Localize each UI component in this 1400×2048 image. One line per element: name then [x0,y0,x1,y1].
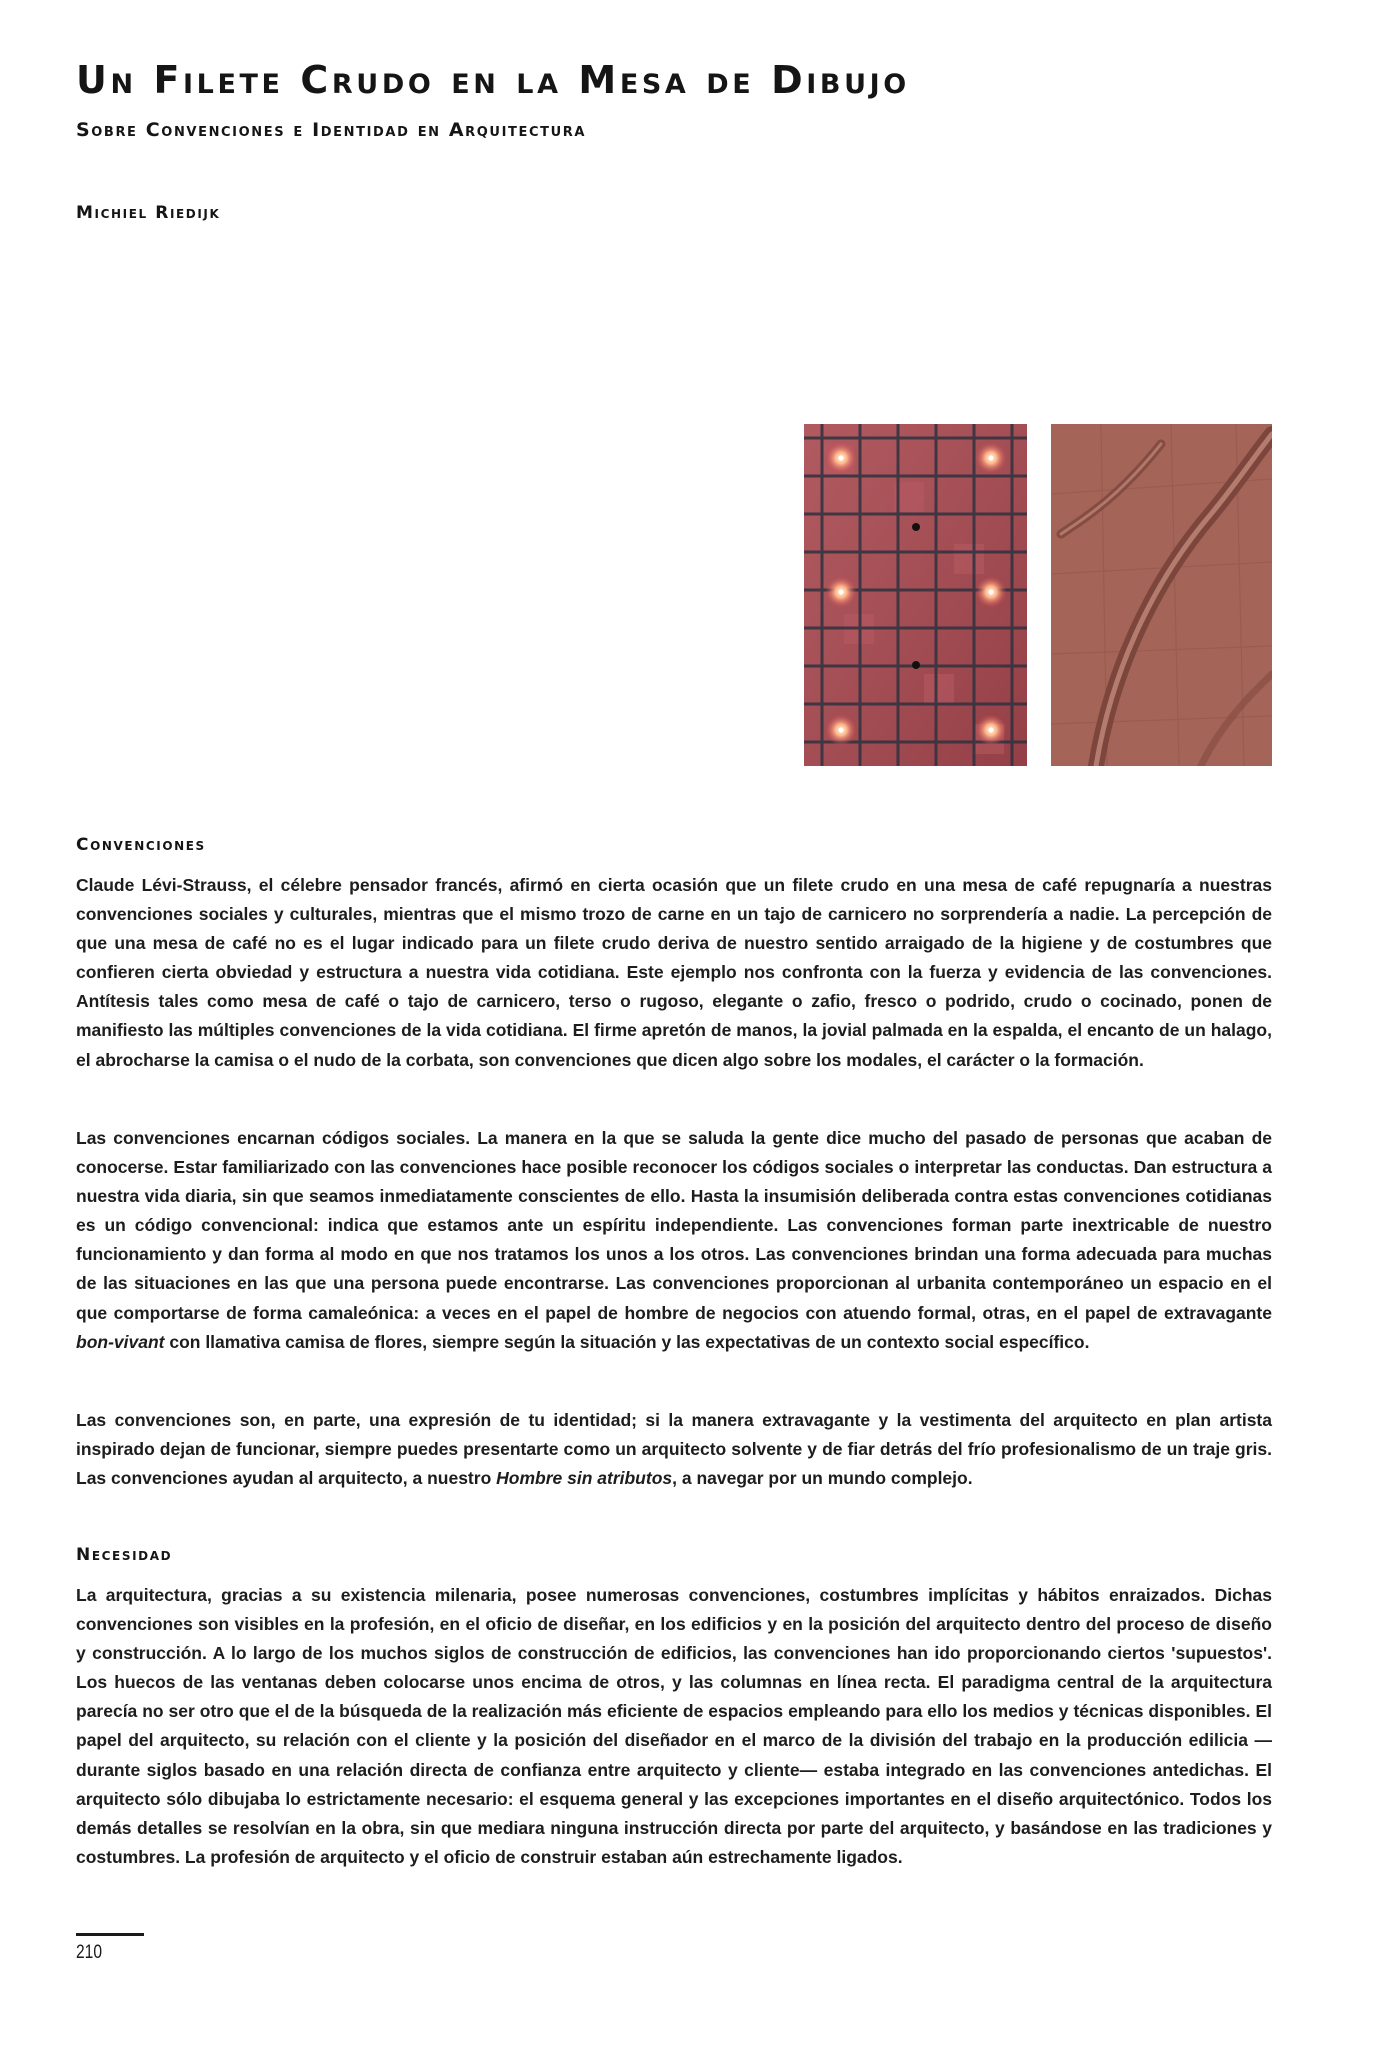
paragraph-convenciones-1: Claude Lévi-Strauss, el célebre pensador francés, afirmó en cierta ocasión que un filete crudo en una mesa de café repugnaría a nuestras convenciones sociales y culturales, mientras que el mismo trozo de carne en un tajo de carnicero no sorprendería a nadie. La percepción de que una mesa de café no es el lugar indicado para un filete crudo deriva de nuestro sentido arraigado de la higiene y de costumbres que confieren cierta obviedad y estructura a nuestra vida cotidiana. Este ejemplo nos confronta con la fuerza y evidencia de las convenciones. Antítesis tales como mesa de café o tajo de carnicero, terso o rugoso, elegante o zafio, fresco o podrido, crudo o cocinado, ponen de manifiesto las múltiples convenciones de la vida cotidiana. El firme apretón de manos, la jovial palmada en la espalda, el encanto de un halago, el abrocharse la camisa o el nudo de la corbata, son convenciones que dicen algo sobre los modales, el carácter o la formación. [76,875,1272,1070]
paragraph-convenciones-2: Las convenciones encarnan códigos sociales. La manera en la que se saluda la gente dice mucho del pasado de personas que acaban de conocerse. Estar familiarizado con las convenciones hace posible reconocer los códigos sociales o interpretar las conductas. Dan estructura a nuestra vida diaria, sin que seamos inmediatamente conscientes de ello. Hasta la insumisión deliberada contra estas convenciones cotidianas es un código convencional: indica que estamos ante un espíritu independiente. Las convenciones forman parte inextricable de nuestro funcionamiento y dan forma al modo en que nos tratamos los unos a los otros. Las convenciones brindan una forma adecuada para muchas de las situaciones en las que una persona puede encontrarse. Las convenciones proporcionan al urbanita contemporáneo un espacio en el que comportarse de forma camaleónica: a veces en el papel de hombre de negocios con atuendo formal, otras, en el papel de extravagante bon-vivant con llamativa camisa de flores, siempre según la situación y las expectativas de un contexto social específico. [76,1128,1272,1352]
article-subtitle: Sobre Convenciones e Identidad en Arquitectura [76,119,587,141]
footer-rule [76,1933,144,1936]
textured-surface-photo [1051,424,1272,766]
emphasis-hombre-sin-atributos: Hombre sin atributos [496,1468,673,1489]
section-heading-convenciones: Convenciones [76,835,206,855]
article-title: Un Filete Crudo en la Mesa de Dibujo [76,58,910,102]
grid-facade-illustration [804,424,1027,766]
section-heading-necesidad: Necesidad [76,1545,173,1565]
paragraph-necesidad-1: La arquitectura, gracias a su existencia milenaria, posee numerosas convenciones, costumbres implícitas y hábitos enraizados. Dichas convenciones son visibles en la profesión, en el oficio de diseñar, en los edificios y en la posición del arquitecto dentro del proceso de diseño y construcción. A lo largo de los muchos siglos de construcción de edificios, las convenciones han ido proporcionando ciertos 'supuestos'. Los huecos de las ventanas deben colocarse unos encima de otros, y las columnas en línea recta. El paradigma central de la arquitectura parecía no ser otro que el de la búsqueda de la realización más eficiente de espacios empleando para ello los medios y técnicas disponibles. El papel del arquitecto, su relación con el cliente y la posición del diseñador en el marco de la división del trabajo en la producción edilicia —durante siglos basado en una relación directa de confianza entre arquitecto y cliente— estaba integrado en las convenciones antedichas. El arquitecto sólo dibujaba lo estrictamente necesario: el esquema general y las excepciones importantes en el diseño arquitectónico. Todos los demás detalles se resolvían en la obra, sin que mediara ninguna instrucción directa por parte del arquitecto, y basándose en las tradiciones y costumbres. La profesión de arquitecto y el oficio de construir estaban aún estrechamente ligados. [76,1585,1272,1867]
grid-facade-photo [804,424,1027,766]
page-number: 210 [76,1942,102,1963]
emphasis-bon-vivant: bon-vivant [76,1331,165,1352]
textured-surface-illustration [1051,424,1272,766]
paragraph-convenciones-3: Las convenciones son, en parte, una expresión de tu identidad; si la manera extravagante y la vestimenta del arquitecto en plan artista inspirado dejan de funcionar, siempre puedes presentarte como un arquitecto solvente y de fiar detrás del frío profesionalismo de un traje gris. Las convenciones ayudan al arquitecto, a nuestro Hombre sin atributos, a navegar por un mundo complejo. [76,1410,1272,1489]
author-name: Michiel Riedijk [76,203,221,223]
